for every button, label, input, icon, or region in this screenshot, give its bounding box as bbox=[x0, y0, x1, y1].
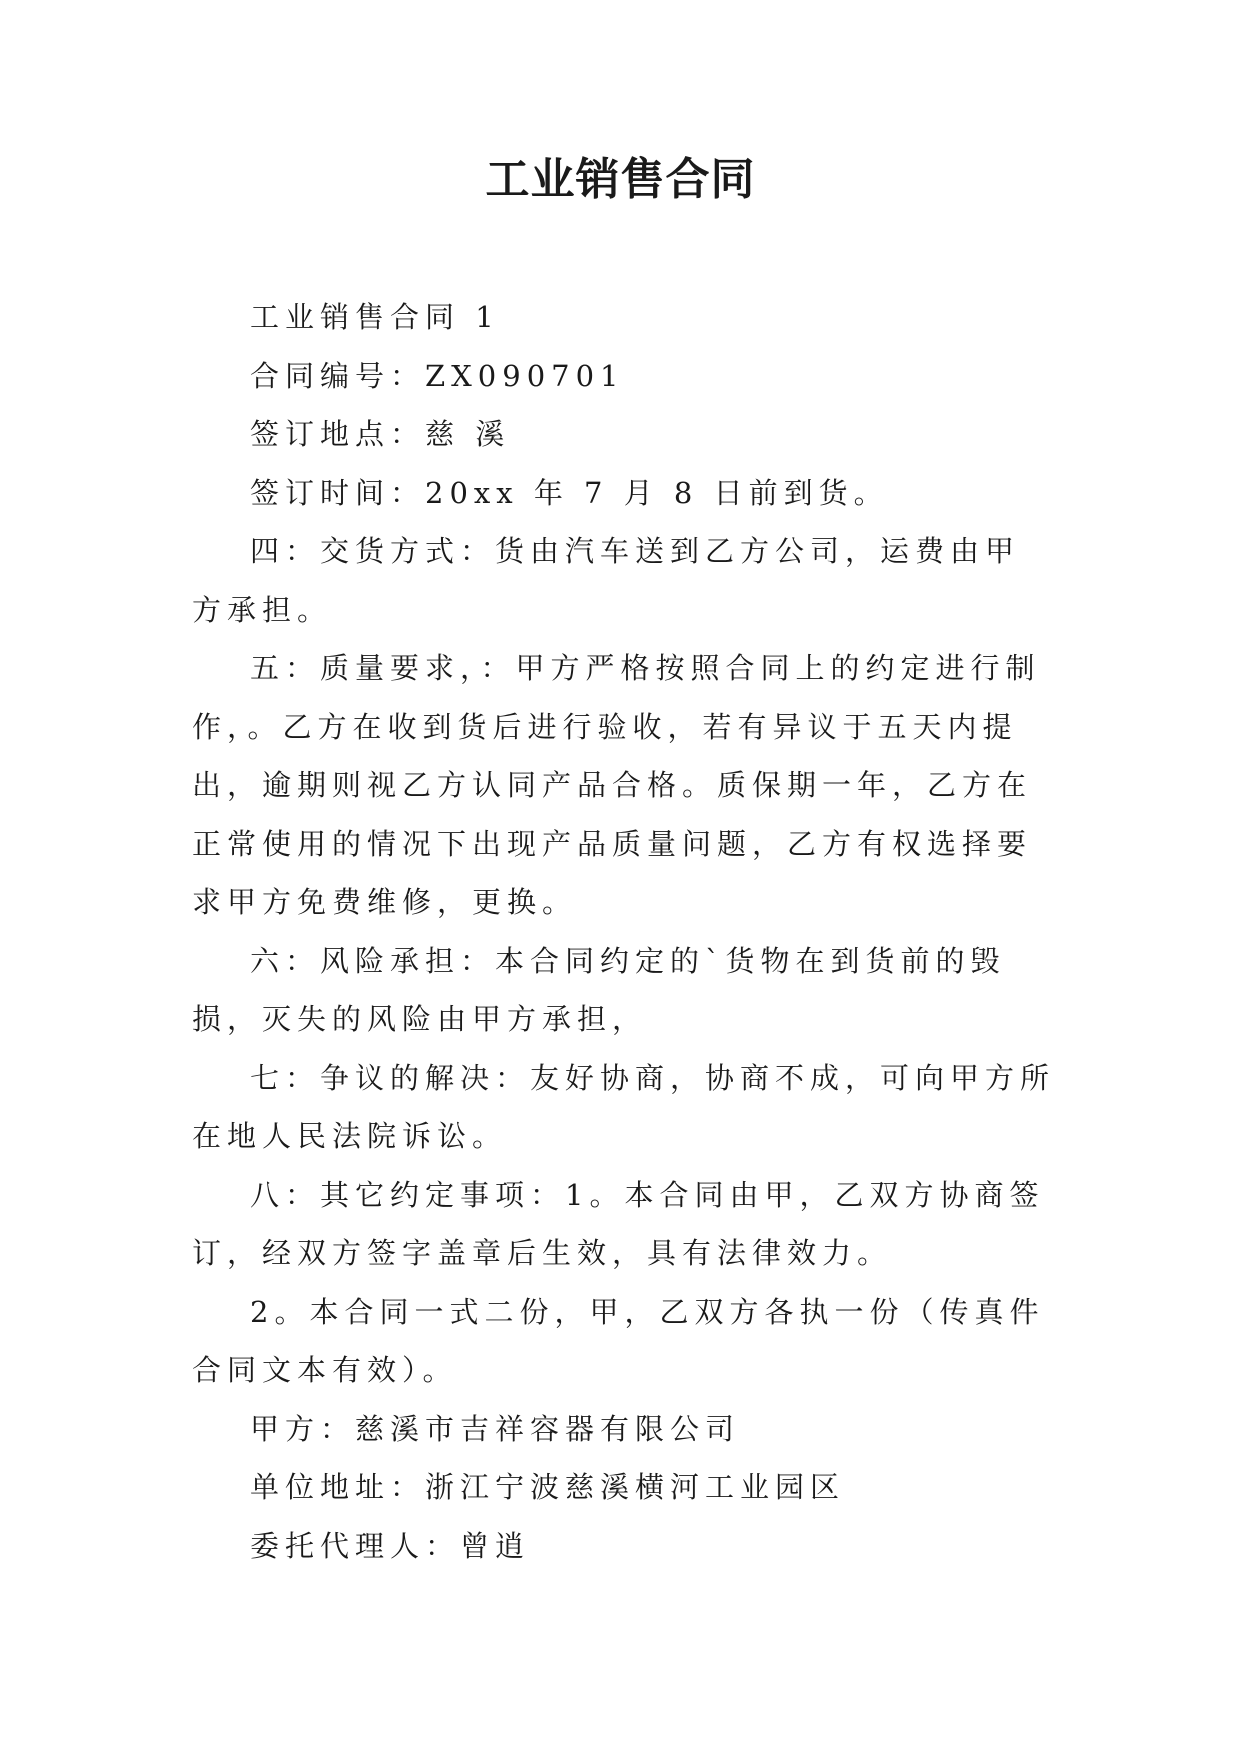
paragraph-other-terms: 八：其它约定事项：1。本合同由甲，乙双方协商签订，经双方签字盖章后生效，具有法律效力。 bbox=[192, 1177, 1045, 1270]
document-body bbox=[192, 288, 1062, 1575]
paragraph-delivery-method: 四：交货方式：货由汽车送到乙方公司，运费由甲 方承担。 bbox=[192, 534, 1021, 627]
paragraph-signing-time: 签订时间：20xx 年 7 月 8 日前到货。 bbox=[250, 475, 889, 510]
paragraph-party-a: 甲方：慈溪市吉祥容器有限公司 bbox=[250, 1411, 741, 1446]
paragraph-address: 单位地址：浙江宁波慈溪横河工业园区 bbox=[250, 1470, 846, 1504]
paragraph-copies: 2。本合同一式二份，甲，乙双方各执一份（传真件合同文本有效）。 bbox=[192, 1294, 1045, 1387]
document-title: 工业销售合同 bbox=[485, 154, 756, 205]
paragraph-risk-bearing: 六：风险承担：本合同约定的`货物在到货前的毁损，灭失的风险由甲方承担， bbox=[192, 943, 1006, 1036]
paragraph-contract-number: 合同编号：ZX090701 bbox=[250, 358, 625, 393]
paragraph-quality-requirements: 五：质量要求，：甲方严格按照合同上的约定进行制作，。乙方在收到货后进行验收，若有异议于五天内提出，逾期则视乙方认同产品合格。质保期一年，乙方在正常使用的情况下出现产品质量问题，乙方有权选择要求甲方免费维修，更换。 bbox=[192, 651, 1041, 919]
paragraph-heading: 工业销售合同 1 bbox=[250, 300, 500, 334]
paragraph-agent: 委托代理人：曾逍 bbox=[250, 1528, 531, 1563]
paragraph-signing-place: 签订地点：慈 溪 bbox=[250, 417, 511, 451]
paragraph-dispute-resolution: 七：争议的解决：友好协商，协商不成，可向甲方所在地人民法院诉讼。 bbox=[192, 1060, 1056, 1153]
